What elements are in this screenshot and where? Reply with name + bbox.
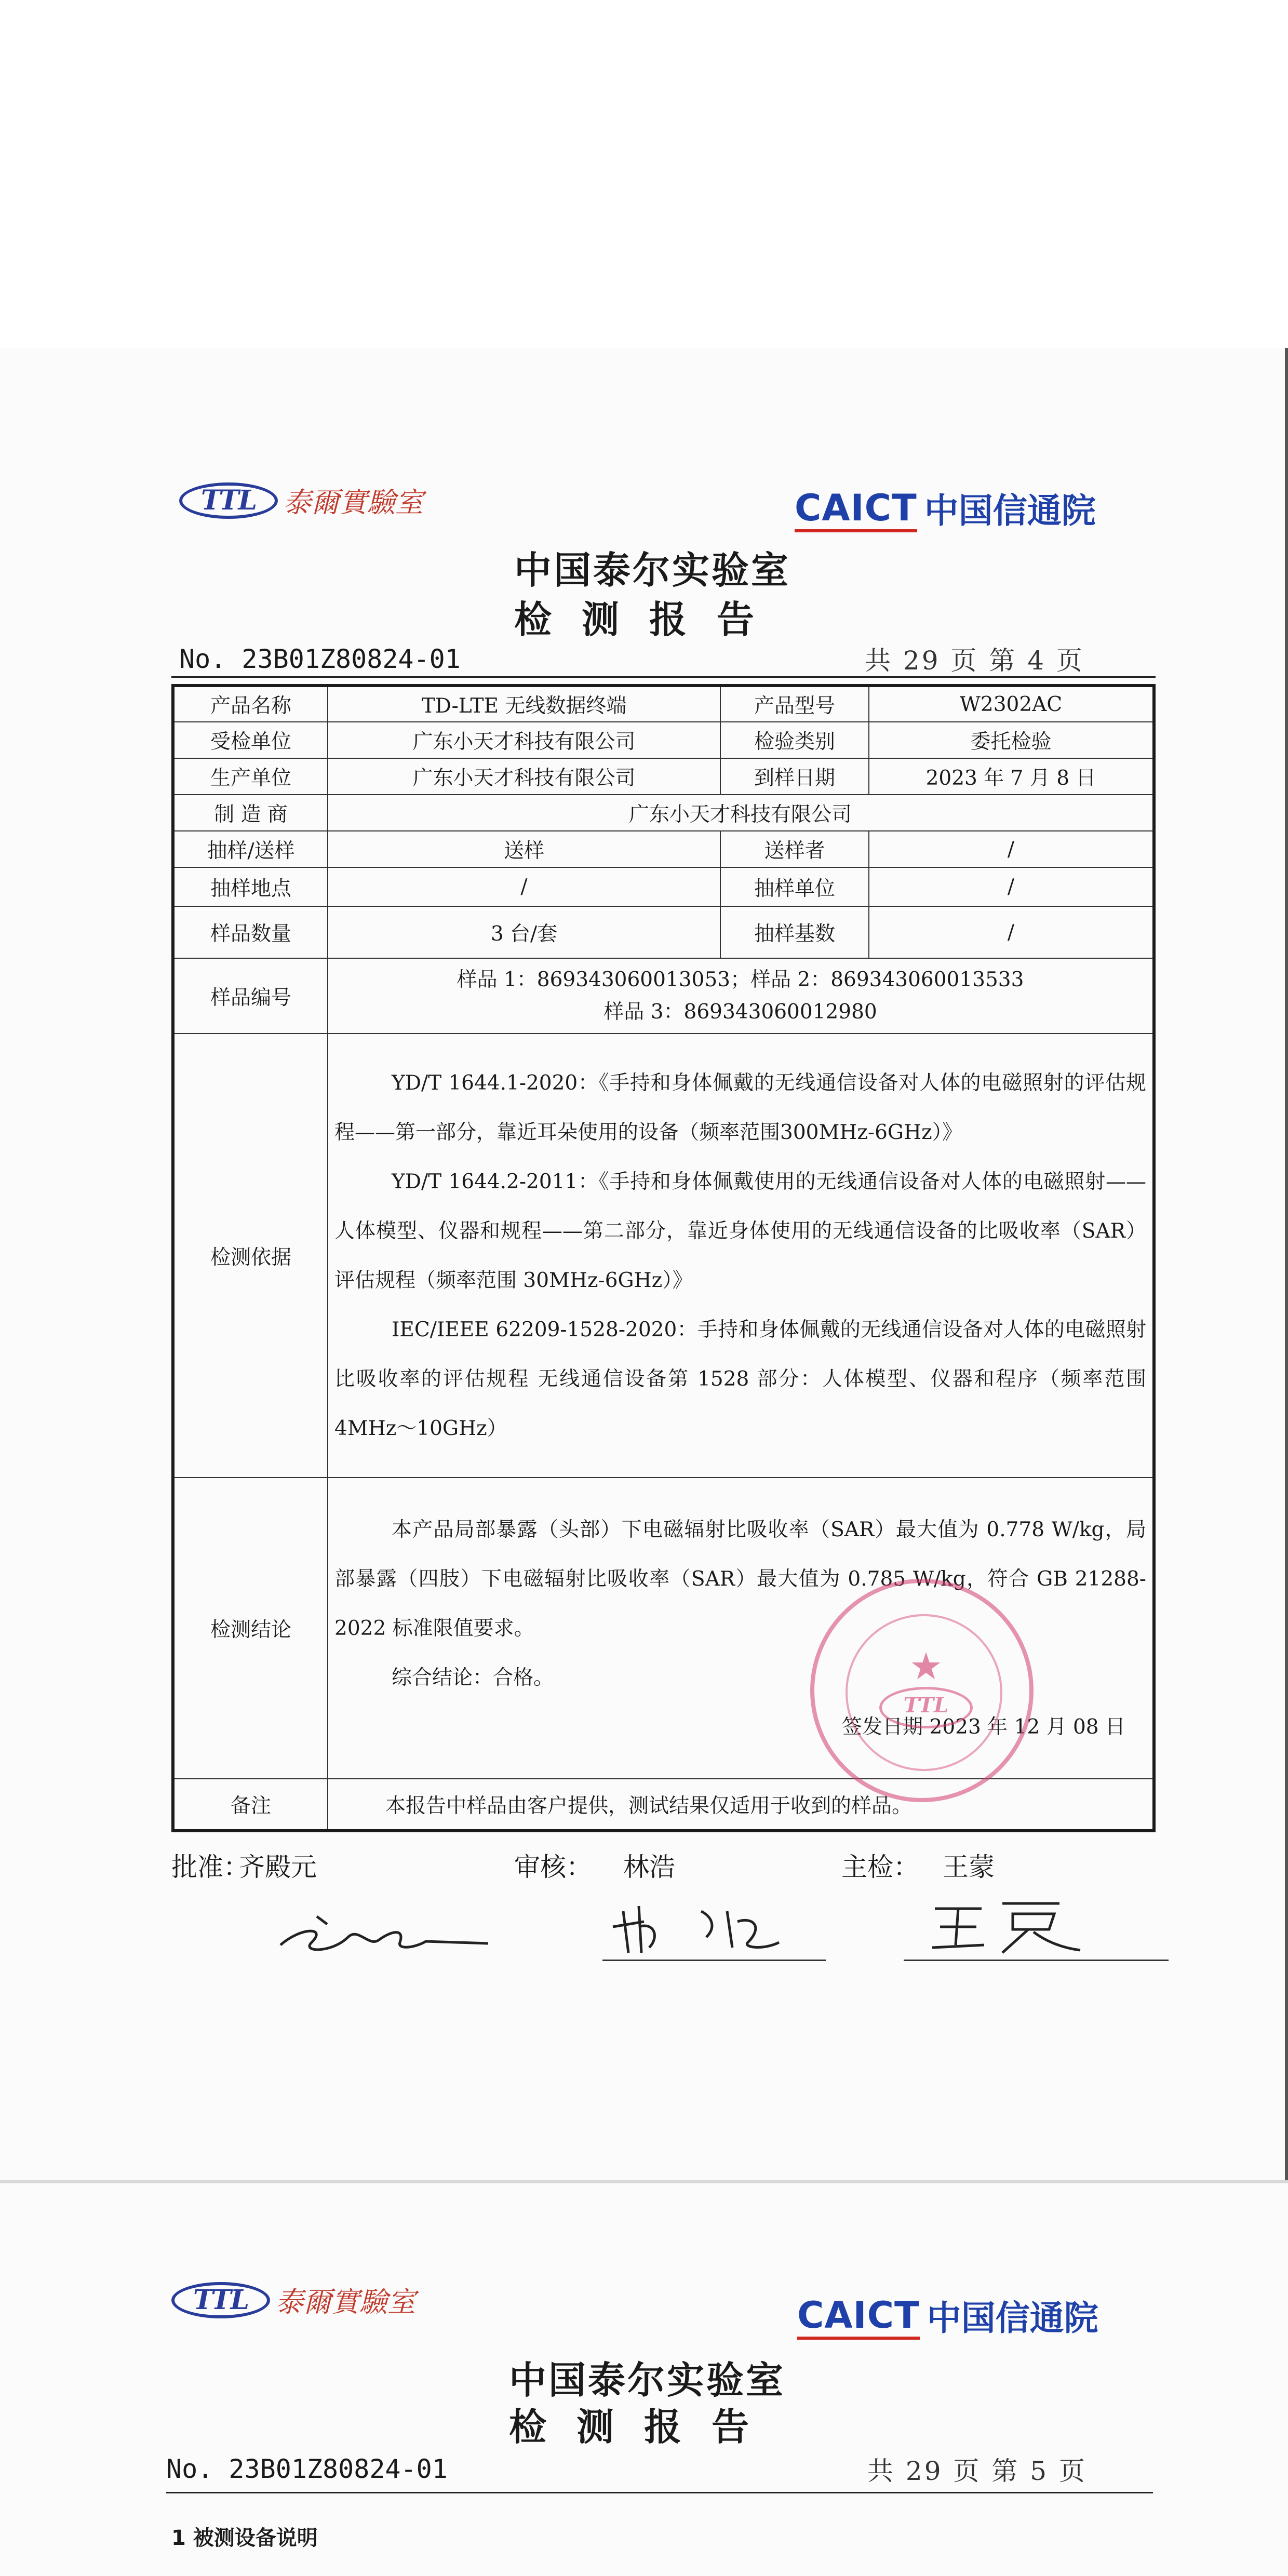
section-heading: 1 被测设备说明 — [171, 2526, 318, 2550]
producer-label: 生产单位 — [173, 758, 328, 795]
page-info: 共 29 页 第 4 页 — [865, 646, 1084, 676]
lab-name: 中国泰尔实验室 — [514, 548, 791, 592]
arrival-date: 2023 年 7 月 8 日 — [869, 758, 1154, 795]
reviewer-signature — [608, 1890, 826, 1963]
table-row — [173, 1779, 1154, 1831]
sender-label: 送样者 — [720, 831, 869, 867]
conclusion-paragraph-1: 本产品局部暴露（头部）下电磁辐射比吸收率（SAR）最大值为 0.778 W/kg，局部暴露（四肢）下电磁辐射比吸收率（SAR）最大值为 0.785 W/kg，符合 GB 21288-2022 标准限值要求。 — [334, 1518, 1146, 1640]
ttl-mark: TTL — [171, 2282, 270, 2318]
product-name: TD-LTE 无线数据终端 — [328, 686, 720, 722]
inspect-label: 主检： — [841, 1852, 919, 1882]
manufacturer-label: 制 造 商 — [173, 795, 328, 831]
ttl-name: 泰爾實驗室 — [283, 486, 423, 519]
official-seal — [810, 1579, 1034, 1802]
remarks: 本报告中样品由客户提供，测试结果仅适用于收到的样品。 — [328, 1779, 1154, 1831]
table-row — [173, 1034, 1154, 1478]
sender: / — [869, 831, 1154, 867]
basis-paragraph-3: IEC/IEEE 62209-1528-2020：手持和身体佩戴的无线通信设备对人体的电磁照射比吸收率的评估规程 无线通信设备第 1528 部分：人体模型、仪器和程序（频率范围 4MHz～10GHz） — [334, 1318, 1146, 1440]
sampling-site-label: 抽样地点 — [173, 867, 328, 906]
caict-en: CAICT — [795, 487, 917, 529]
table-row — [173, 867, 1154, 906]
table-row — [173, 722, 1154, 758]
basis-content — [328, 1034, 1154, 1478]
basis-paragraph-1: YD/T 1644.1-2020：《手持和身体佩戴的无线通信设备对人体的电磁照射的评估规程——第一部分，靠近耳朵使用的设备（频率范围300MHz-6GHz）》 — [334, 1071, 1146, 1144]
sampling-site: / — [328, 867, 720, 906]
client-label: 受检单位 — [173, 722, 328, 758]
seal-star-icon: ★ — [909, 1644, 943, 1688]
caict-cn: 中国信通院 — [927, 2298, 1098, 2338]
approver-signature — [270, 1896, 499, 1963]
basis-label: 检测依据 — [173, 1034, 328, 1478]
table-row — [173, 758, 1154, 795]
approver-name: 齐殿元 — [239, 1852, 317, 1882]
table-row — [173, 686, 1154, 722]
test-type-label: 检验类别 — [720, 722, 869, 758]
base: / — [869, 906, 1154, 958]
table-row — [173, 958, 1154, 1034]
ttl-logo — [171, 2280, 415, 2320]
arrival-label: 到样日期 — [720, 758, 869, 795]
caict-cn: 中国信通院 — [924, 491, 1096, 531]
model: W2302AC — [869, 686, 1154, 722]
caict-logo — [797, 2290, 1098, 2340]
sampling: 送样 — [328, 831, 720, 867]
sample-id-line-2: 样品 3：869343060012980 — [603, 1000, 877, 1024]
sample-ids — [328, 958, 1154, 1034]
remarks-label: 备注 — [173, 1779, 328, 1831]
ttl-mark: TTL — [179, 482, 278, 519]
page-divider — [0, 2180, 1288, 2183]
seal-ttl-mark: TTL — [879, 1687, 973, 1728]
reviewer-name: 林浩 — [623, 1852, 675, 1882]
table-row — [173, 795, 1154, 831]
sampling-label: 抽样/送样 — [173, 831, 328, 867]
inspector-signature — [924, 1888, 1091, 1961]
manufacturer: 广东小天才科技有限公司 — [328, 795, 1154, 831]
client: 广东小天才科技有限公司 — [328, 722, 720, 758]
conclusion-content — [328, 1478, 1154, 1779]
quantity: 3 台/套 — [328, 906, 720, 958]
product-name-label: 产品名称 — [173, 686, 328, 722]
conclusion-label: 检测结论 — [173, 1478, 328, 1779]
header-rule — [166, 2492, 1153, 2493]
inspector-name: 王蒙 — [943, 1852, 995, 1882]
sampling-unit-label: 抽样单位 — [720, 867, 869, 906]
producer: 广东小天才科技有限公司 — [328, 758, 720, 795]
sample-id-line-1: 样品 1：869343060013053；样品 2：869343060013533 — [457, 968, 1024, 991]
base-label: 抽样基数 — [720, 906, 869, 958]
table-row — [173, 831, 1154, 867]
review-label: 审核： — [514, 1852, 592, 1882]
quantity-label: 样品数量 — [173, 906, 328, 958]
sample-id-label: 样品编号 — [173, 958, 328, 1034]
header-rule — [171, 676, 1156, 678]
ttl-logo — [179, 480, 423, 520]
caict-en: CAICT — [797, 2294, 920, 2337]
report-title: 检测报告 — [514, 598, 785, 641]
report-title: 检测报告 — [509, 2405, 780, 2449]
table-row — [173, 906, 1154, 958]
test-type: 委托检验 — [869, 722, 1154, 758]
report-number: No. 23B01Z80824-01 — [179, 644, 461, 674]
conclusion-paragraph-2: 综合结论：合格。 — [392, 1666, 554, 1689]
model-label: 产品型号 — [720, 686, 869, 722]
page-info: 共 29 页 第 5 页 — [867, 2456, 1087, 2486]
lab-name: 中国泰尔实验室 — [509, 2358, 786, 2402]
sign-date: 签发日期 2023 年 12 月 08 日 — [842, 1715, 1125, 1739]
sampling-unit: / — [869, 867, 1154, 906]
basis-paragraph-2: YD/T 1644.2-2011：《手持和身体佩戴使用的无线通信设备对人体的电磁照射——人体模型、仪器和规程——第二部分，靠近身体使用的无线通信设备的比吸收率（SAR）评估规程（频率范围 30MHz-6GHz）》 — [334, 1170, 1146, 1292]
caict-logo — [795, 483, 1096, 532]
ttl-name: 泰爾實驗室 — [275, 2286, 415, 2318]
approve-label: 批准： — [171, 1852, 249, 1882]
report-number: No. 23B01Z80824-01 — [166, 2454, 448, 2484]
